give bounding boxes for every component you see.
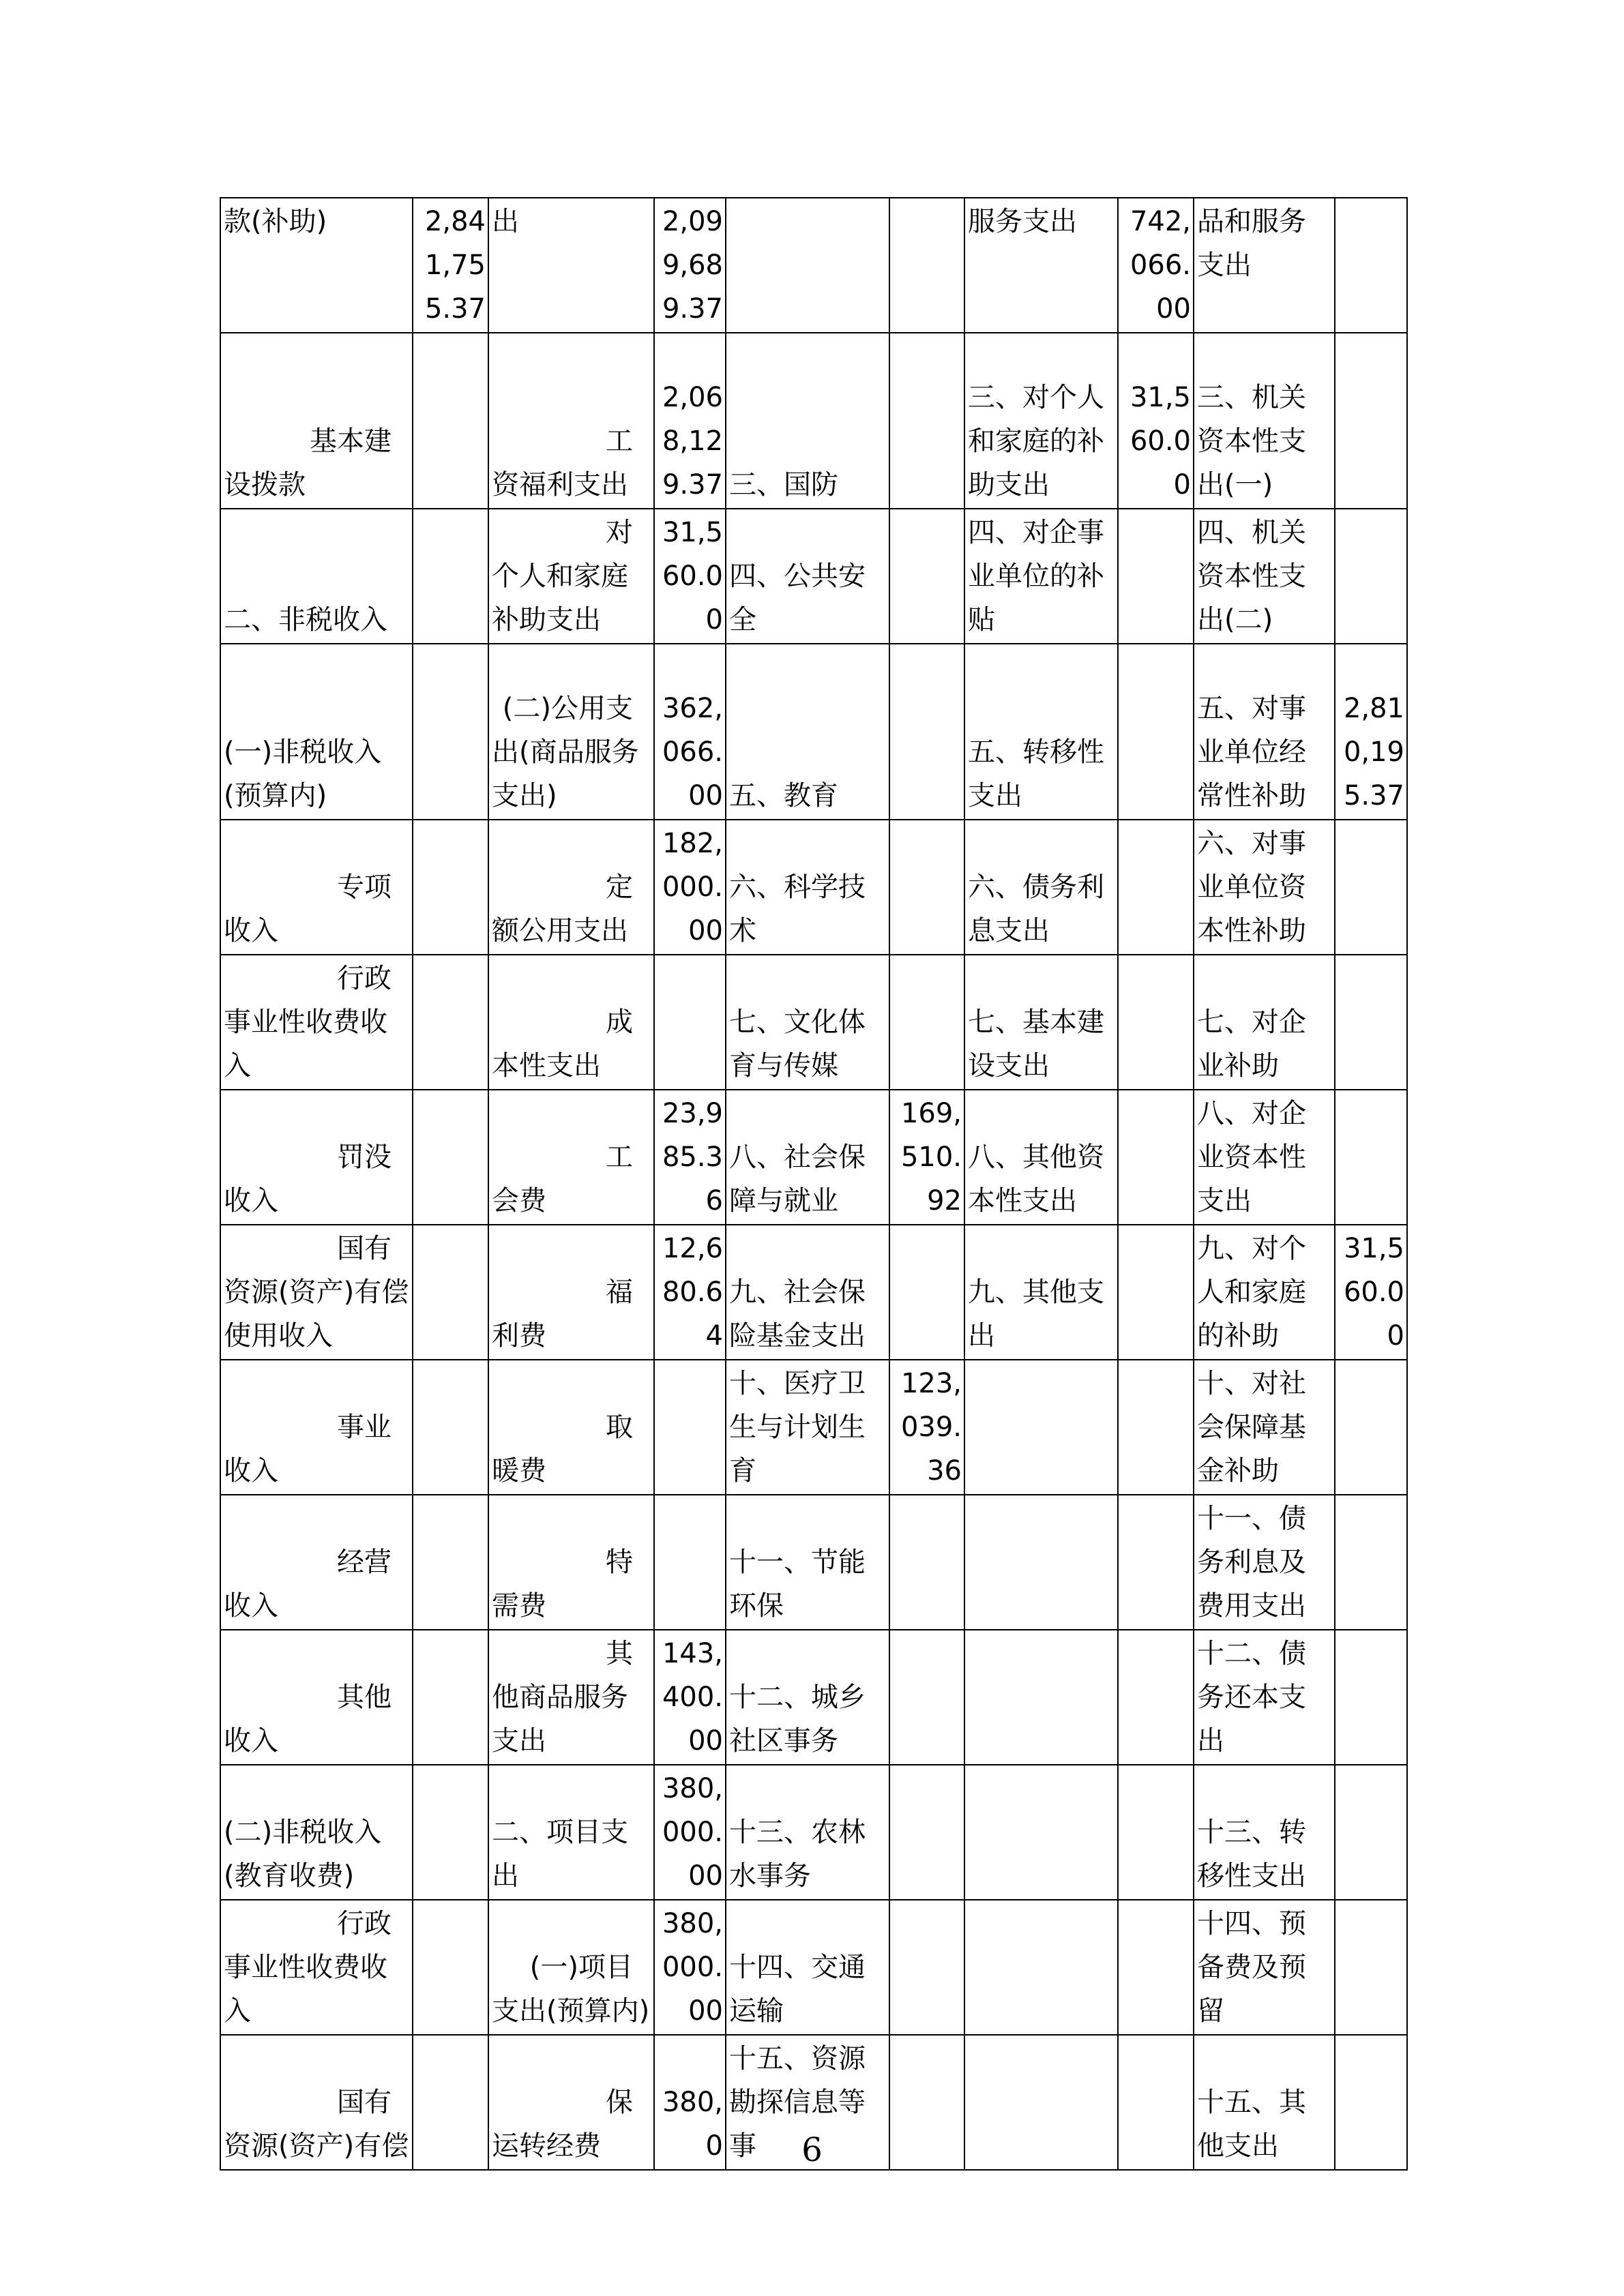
- economic-amount-cell: 31,560.00: [1118, 333, 1194, 509]
- economic-item-cell: [964, 1360, 1118, 1495]
- economic-amount-cell: [1118, 1225, 1194, 1360]
- function-item-cell: 八、社会保障与就业: [726, 1090, 889, 1225]
- income-item-cell: 事业 收入: [220, 1360, 413, 1495]
- government-amount-cell: 31,560.00: [1335, 1225, 1407, 1360]
- government-item-cell: 十一、债务利息及费用支出: [1194, 1495, 1335, 1630]
- government-item-cell: 四、机关资本性支出(二): [1194, 509, 1335, 644]
- function-item-cell: 九、社会保险基金支出: [726, 1225, 889, 1360]
- economic-amount-cell: [1118, 644, 1194, 820]
- government-item-cell: 三、机关资本性支出(一): [1194, 333, 1335, 509]
- economic-item-cell: [964, 1630, 1118, 1765]
- expense-item-cell: (二)公用支 出(商品服务支出): [488, 644, 654, 820]
- function-amount-cell: [889, 1225, 964, 1360]
- economic-amount-cell: [1118, 820, 1194, 955]
- income-item-cell: 行政 事业性收费收入: [220, 955, 413, 1090]
- income-amount-cell: [413, 1765, 488, 1900]
- income-amount-cell: [413, 644, 488, 820]
- income-amount-cell: [413, 1630, 488, 1765]
- government-amount-cell: 2,810,195.37: [1335, 644, 1407, 820]
- government-item-cell: 六、对事业单位资本性补助: [1194, 820, 1335, 955]
- expense-item-cell: 成 本性支出: [488, 955, 654, 1090]
- function-item-cell: 十一、节能环保: [726, 1495, 889, 1630]
- expense-amount-cell: 380,000.00: [654, 1900, 726, 2035]
- function-amount-cell: [889, 509, 964, 644]
- expense-amount-cell: 2,068,129.37: [654, 333, 726, 509]
- budget-table: [220, 197, 1408, 2171]
- economic-item-cell: 八、其他资本性支出: [964, 1090, 1118, 1225]
- economic-amount-cell: [1118, 509, 1194, 644]
- government-item-cell: 七、对企业补助: [1194, 955, 1335, 1090]
- income-item-cell: 其他 收入: [220, 1630, 413, 1765]
- government-amount-cell: [1335, 1630, 1407, 1765]
- table-row: [220, 955, 1407, 1090]
- function-item-cell: 四、公共安全: [726, 509, 889, 644]
- table-row: [220, 198, 1407, 333]
- expense-item-cell: 出: [488, 198, 654, 333]
- government-amount-cell: [1335, 1360, 1407, 1495]
- expense-amount-cell: [654, 1360, 726, 1495]
- economic-amount-cell: [1118, 1900, 1194, 2035]
- income-item-cell: 专项 收入: [220, 820, 413, 955]
- table-row: [220, 509, 1407, 644]
- government-item-cell: 十四、预备费及预留: [1194, 1900, 1335, 2035]
- expense-item-cell: 定 额公用支出: [488, 820, 654, 955]
- expense-amount-cell: [654, 955, 726, 1090]
- government-amount-cell: [1335, 198, 1407, 333]
- table-row: [220, 1900, 1407, 2035]
- function-item-cell: 三、国防: [726, 333, 889, 509]
- function-item-cell: 十、医疗卫生与计划生育: [726, 1360, 889, 1495]
- economic-amount-cell: [1118, 1630, 1194, 1765]
- government-amount-cell: [1335, 509, 1407, 644]
- government-amount-cell: [1335, 1765, 1407, 1900]
- function-item-cell: 十四、交通运输: [726, 1900, 889, 2035]
- economic-amount-cell: [1118, 1360, 1194, 1495]
- function-amount-cell: [889, 644, 964, 820]
- economic-item-cell: 七、基本建设支出: [964, 955, 1118, 1090]
- government-item-cell: 品和服务支出: [1194, 198, 1335, 333]
- table-row: [220, 1360, 1407, 1495]
- government-item-cell: 十二、债务还本支出: [1194, 1630, 1335, 1765]
- function-amount-cell: [889, 198, 964, 333]
- income-amount-cell: [413, 509, 488, 644]
- expense-item-cell: (一)项目 支出(预算内): [488, 1900, 654, 2035]
- table-row: [220, 1090, 1407, 1225]
- function-item-cell: 七、文化体育与传媒: [726, 955, 889, 1090]
- expense-amount-cell: 2,099,689.37: [654, 198, 726, 333]
- table-row: [220, 333, 1407, 509]
- expense-item-cell: 其 他商品服务支出: [488, 1630, 654, 1765]
- table-row: [220, 1225, 1407, 1360]
- income-item-cell: 国有 资源(资产)有偿: [220, 2035, 413, 2170]
- income-item-cell: 二、非税收入: [220, 509, 413, 644]
- economic-item-cell: 九、其他支出: [964, 1225, 1118, 1360]
- expense-amount-cell: 362,066.00: [654, 644, 726, 820]
- expense-item-cell: 对 个人和家庭补助支出: [488, 509, 654, 644]
- income-item-cell: 罚没 收入: [220, 1090, 413, 1225]
- expense-item-cell: 取 暖费: [488, 1360, 654, 1495]
- page-number: 6: [801, 2131, 823, 2169]
- table-row: [220, 1630, 1407, 1765]
- economic-amount-cell: 742,066.00: [1118, 198, 1194, 333]
- income-amount-cell: [413, 333, 488, 509]
- economic-item-cell: [964, 1765, 1118, 1900]
- economic-item-cell: [964, 1495, 1118, 1630]
- expense-amount-cell: 23,985.36: [654, 1090, 726, 1225]
- government-item-cell: 八、对企业资本性支出: [1194, 1090, 1335, 1225]
- function-amount-cell: [889, 1900, 964, 2035]
- expense-item-cell: 二、项目支出: [488, 1765, 654, 1900]
- government-amount-cell: [1335, 333, 1407, 509]
- function-amount-cell: [889, 1630, 964, 1765]
- economic-item-cell: 服务支出: [964, 198, 1118, 333]
- government-item-cell: 十三、转移性支出: [1194, 1765, 1335, 1900]
- economic-amount-cell: [1118, 955, 1194, 1090]
- government-amount-cell: [1335, 820, 1407, 955]
- expense-item-cell: 特 需费: [488, 1495, 654, 1630]
- government-item-cell: 十、对社会保障基金补助: [1194, 1360, 1335, 1495]
- expense-item-cell: 福 利费: [488, 1225, 654, 1360]
- economic-amount-cell: [1118, 1765, 1194, 1900]
- income-item-cell: 款(补助): [220, 198, 413, 333]
- income-amount-cell: [413, 1495, 488, 1630]
- function-item-cell: 五、教育: [726, 644, 889, 820]
- income-item-cell: 行政 事业性收费收入: [220, 1900, 413, 2035]
- economic-item-cell: 四、对企事业单位的补贴: [964, 509, 1118, 644]
- expense-amount-cell: 182,000.00: [654, 820, 726, 955]
- economic-item-cell: 三、对个人和家庭的补助支出: [964, 333, 1118, 509]
- government-amount-cell: [1335, 1090, 1407, 1225]
- function-amount-cell: [889, 333, 964, 509]
- income-item-cell: (一)非税收入(预算内): [220, 644, 413, 820]
- function-amount-cell: 123,039.36: [889, 1360, 964, 1495]
- expense-amount-cell: 380,0: [654, 2035, 726, 2170]
- economic-amount-cell: [1118, 1090, 1194, 1225]
- income-amount-cell: [413, 955, 488, 1090]
- expense-amount-cell: [654, 1495, 726, 1630]
- economic-item-cell: 六、债务利息支出: [964, 820, 1118, 955]
- income-amount-cell: [413, 1360, 488, 1495]
- income-amount-cell: [413, 1090, 488, 1225]
- function-amount-cell: [889, 1495, 964, 1630]
- function-amount-cell: [889, 955, 964, 1090]
- income-item-cell: 国有 资源(资产)有偿使用收入: [220, 1225, 413, 1360]
- function-amount-cell: [889, 820, 964, 955]
- government-item-cell: 十五、其他支出: [1194, 2035, 1335, 2170]
- expense-amount-cell: 31,560.00: [654, 509, 726, 644]
- income-amount-cell: [413, 1900, 488, 2035]
- government-amount-cell: [1335, 1900, 1407, 2035]
- economic-item-cell: [964, 1900, 1118, 2035]
- function-amount-cell: [889, 1765, 964, 1900]
- function-item-cell: 十三、农林水事务: [726, 1765, 889, 1900]
- function-item-cell: 十二、城乡社区事务: [726, 1630, 889, 1765]
- expense-amount-cell: 12,680.64: [654, 1225, 726, 1360]
- expense-item-cell: 工 资福利支出: [488, 333, 654, 509]
- income-item-cell: 经营 收入: [220, 1495, 413, 1630]
- income-amount-cell: [413, 1225, 488, 1360]
- function-item-cell: [726, 198, 889, 333]
- table-row: [220, 644, 1407, 820]
- table-row: [220, 1495, 1407, 1630]
- table-row: [220, 1765, 1407, 1900]
- function-item-cell: 十五、资源勘探信息等事: [726, 2035, 889, 2170]
- income-item-cell: 基本建 设拨款: [220, 333, 413, 509]
- function-amount-cell: 169,510.92: [889, 1090, 964, 1225]
- expense-item-cell: 保 运转经费: [488, 2035, 654, 2170]
- economic-item-cell: 五、转移性支出: [964, 644, 1118, 820]
- government-amount-cell: [1335, 955, 1407, 1090]
- income-item-cell: (二)非税收入(教育收费): [220, 1765, 413, 1900]
- expense-amount-cell: 380,000.00: [654, 1765, 726, 1900]
- expense-amount-cell: 143,400.00: [654, 1630, 726, 1765]
- table-row: [220, 820, 1407, 955]
- expense-item-cell: 工 会费: [488, 1090, 654, 1225]
- government-amount-cell: [1335, 1495, 1407, 1630]
- economic-amount-cell: [1118, 1495, 1194, 1630]
- function-item-cell: 六、科学技术: [726, 820, 889, 955]
- government-item-cell: 九、对个人和家庭的补助: [1194, 1225, 1335, 1360]
- government-item-cell: 五、对事业单位经常性补助: [1194, 644, 1335, 820]
- income-amount-cell: [413, 820, 488, 955]
- income-amount-cell: 2,841,755.37: [413, 198, 488, 333]
